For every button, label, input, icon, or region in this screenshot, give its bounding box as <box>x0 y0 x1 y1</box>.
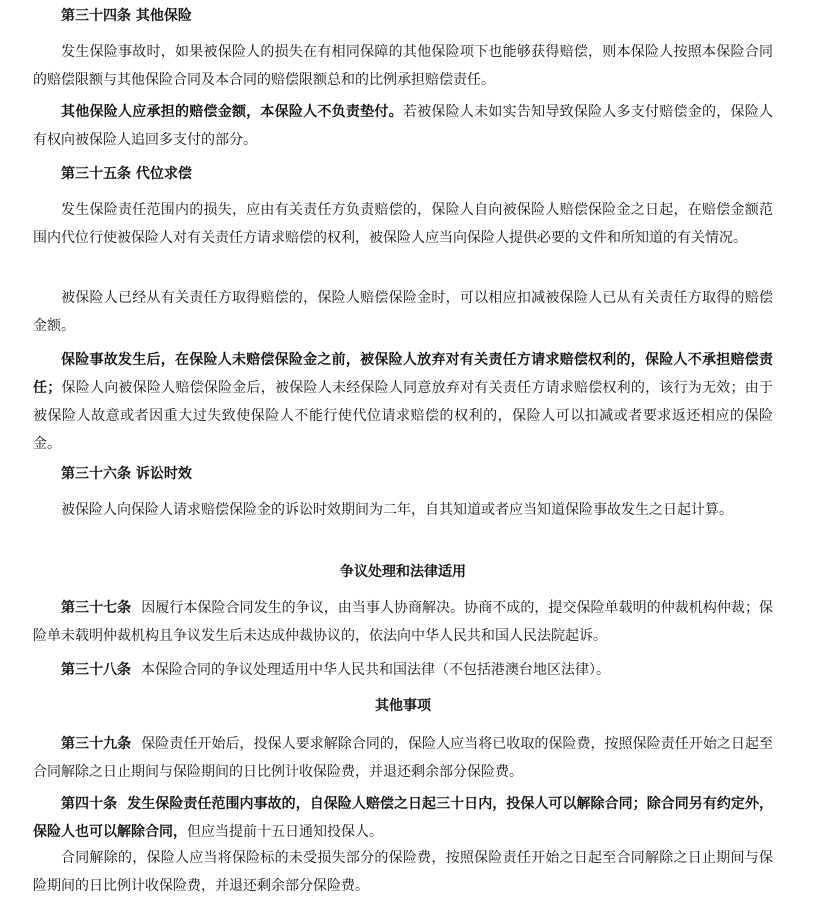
article-34-text: 若被保险人未如实告知导致保险人多支付赔偿金的，保险人有权向被保险人追回多支付的部分。 <box>33 104 774 148</box>
article-35-paragraph-1: 发生保险责任范围内的损失，应由有关责任方负责赔偿的，保险人自向被保险人赔偿保险金之日起，在赔偿金额范围内代位行使被保险人对有关责任方请求赔偿的权利，被保险人应当向保险人提供必要的文件和所知道的有关情况。 <box>33 202 773 246</box>
article-35-bold-text: 保险事故发生后，在保险人未赔偿保险金之前，被保险人放弃对有关责任方请求赔偿权利的，保险人不承担赔偿责任； <box>33 352 773 396</box>
article-37-label: 第三十七条 <box>61 600 132 616</box>
article-37-text: 因履行本保险合同发生的争议，由当事人协商解决。协商不成的，提交保险单载明的仲裁机构仲裁；保险单未载明仲裁机构且争议发生后未达成仲裁协议的，依法向中华人民共和国人民法院起诉。 <box>33 600 774 644</box>
article-39 <box>33 730 773 786</box>
article-36-heading: 第三十六条 诉讼时效 <box>61 466 192 482</box>
section-title-other: 其他事项 <box>375 698 431 714</box>
article-35-paragraph-3 <box>33 346 773 458</box>
article-34-paragraph-1: 发生保险事故时，如果被保险人的损失在有相同保障的其他保险项下也能够获得赔偿，则本保险人按照本保险合同的赔偿限额与其他保险合同及本合同的赔偿限额总和的比例承担赔偿责任。 <box>33 44 773 88</box>
article-40-text: 但应当提前十五日通知投保人。 <box>187 824 383 840</box>
article-39-text: 保险责任开始后，投保人要求解除合同的，保险人应当将已收取的保险费，按照保险责任开始之日起至合同解除之日止期间与保险期间的日比例计收保险费，并退还剩余部分保险费。 <box>33 736 774 780</box>
article-34-bold-text: 其他保险人应承担的赔偿金额，本保险人不负责垫付。 <box>61 104 403 120</box>
article-40-label: 第四十条 <box>61 796 118 812</box>
article-40 <box>33 790 773 846</box>
article-35-heading: 第三十五条 代位求偿 <box>61 166 192 182</box>
article-38-label: 第三十八条 <box>61 662 131 678</box>
article-38-text: 本保险合同的争议处理适用中华人民共和国法律（不包括港澳台地区法律）。 <box>141 662 610 678</box>
article-38 <box>33 656 773 684</box>
article-34-heading: 第三十四条 其他保险 <box>61 8 192 24</box>
article-34-paragraph-2 <box>33 98 773 154</box>
article-35-text: 保险人向被保险人赔偿保险金后，被保险人未经保险人同意放弃对有关责任方请求赔偿权利的，该行为无效；由于被保险人故意或者因重大过失致使保险人不能行使代位请求赔偿的权利的，保险人可以扣减或者要求返还相应的保险金。 <box>33 380 774 452</box>
article-36-paragraph-1: 被保险人向保险人请求赔偿保险金的诉讼时效期间为二年，自其知道或者应当知道保险事故发生之日起计算。 <box>61 502 733 518</box>
article-37 <box>33 594 773 650</box>
article-40-paragraph-2: 合同解除的，保险人应当将保险标的未受损失部分的保险费，按照保险责任开始之日起至合同解除之日止期间与保险期间的日比例计收保险费，并退还剩余部分保险费。 <box>33 850 773 894</box>
article-40-bold-text: 发生保险责任范围内事故的，自保险人赔偿之日起三十日内，投保人可以解除合同；除合同另有约定外，保险人也可以解除合同， <box>33 796 774 840</box>
article-35-paragraph-2: 被保险人已经从有关责任方取得赔偿的，保险人赔偿保险金时，可以相应扣减被保险人已从有关责任方取得的赔偿金额。 <box>33 290 773 334</box>
section-title-dispute: 争议处理和法律适用 <box>340 564 466 580</box>
article-39-label: 第三十九条 <box>61 736 132 752</box>
